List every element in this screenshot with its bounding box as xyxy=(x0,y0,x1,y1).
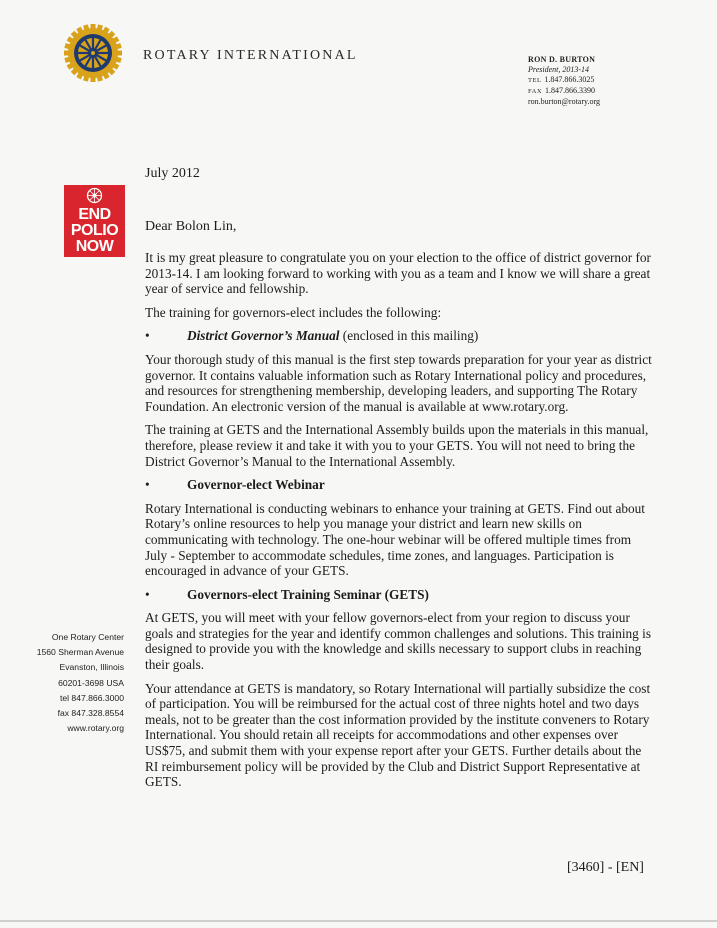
letter-greeting: Dear Bolon Lin, xyxy=(145,219,237,234)
tel-label: TEL xyxy=(528,77,542,84)
rotary-wheel-mini-icon xyxy=(86,187,103,204)
badge-line-now: NOW xyxy=(75,238,114,255)
sender-block xyxy=(528,55,600,107)
sender-email: ron.burton@rotary.org xyxy=(528,97,601,106)
tel-number: 1.847.866.3025 xyxy=(544,75,595,84)
rotary-wheel-logo xyxy=(62,22,124,84)
address-line: 60201-3698 USA xyxy=(58,677,124,688)
webinar-paragraph: Rotary International is conducting webinars to enhance your training at GETS. Find out about Rotary’s online resources to help you manage your district and learn new skills on communicating with technology. The one-hour webinar will be offered multiple times from July - September to accommodate schedules, time zones, and languages. Participation is encouraged in advance of your GETS. xyxy=(145,500,645,579)
badge-line-end: END xyxy=(78,206,111,223)
manual-paragraph-1: Your thorough study of this manual is the first step towards preparation for your year as district governor. It contains valuable information such as Rotary International policy and procedures, and resources for strengthening membership, developing leaders, and supporting The Rotary Foundation. An electronic version of the manual is available at www.rotary.org. xyxy=(145,351,652,414)
sender-fax xyxy=(528,86,600,97)
letter-body xyxy=(145,250,655,798)
address-website: www.rotary.org xyxy=(67,723,124,734)
manual-title: District Governor’s Manual xyxy=(187,328,340,344)
end-polio-now-badge xyxy=(64,185,125,257)
address-phone: tel 847.866.3000 xyxy=(59,692,124,703)
sender-tel xyxy=(528,75,600,86)
org-name: ROTARY INTERNATIONAL xyxy=(143,48,358,63)
address-fax: fax 847.328.8554 xyxy=(57,708,124,719)
section-heading-manual xyxy=(145,328,655,344)
sender-title: President, 2013-14 xyxy=(528,65,590,74)
section-heading-gets xyxy=(145,587,655,603)
address-line: 1560 Sherman Avenue xyxy=(36,647,124,658)
section-heading-webinar xyxy=(145,477,655,493)
fax-label: FAX xyxy=(528,88,543,95)
gets-title: Governors-elect Training Seminar (GETS) xyxy=(187,586,429,602)
manual-paragraph-2: The training at GETS and the International Assembly builds upon the materials in this manual, therefore, please review it and take it with you to your GETS. You will not need to bring the District Governor’s Manual to the International Assembly. xyxy=(145,422,649,469)
badge-line-polio: POLIO xyxy=(70,222,119,239)
scan-edge-line xyxy=(0,920,717,922)
webinar-title: Governor-elect Webinar xyxy=(187,477,325,493)
fax-number: 1.847.866.3390 xyxy=(545,86,596,95)
gets-paragraph-2: Your attendance at GETS is mandatory, so Rotary International will partially subsidize the cost of participation. You will be reimbursed for the actual cost of three nights hotel and two days meals, not to be greater than the cost information provided by the institute conveners to Rotary International. You should retain all receipts for accommodations and other expenses over US$75, and submit them with your expense report after your GETS. Further details about the RI reimbursement policy will be provided by the Club and District Support Representative at GETS. xyxy=(145,680,651,790)
letter-date: July 2012 xyxy=(145,166,200,181)
document-code: [3460] - [EN] xyxy=(567,860,644,875)
bullet-2: • xyxy=(145,477,150,493)
bullet-3: • xyxy=(145,586,150,602)
office-address xyxy=(20,630,124,736)
address-line: One Rotary Center xyxy=(51,632,124,642)
manual-title-suffix: (enclosed in this mailing) xyxy=(339,328,479,344)
address-line: Evanston, Illinois xyxy=(59,662,124,673)
training-intro: The training for governors-elect includes the following: xyxy=(145,304,442,320)
sender-name: RON D. BURTON xyxy=(528,55,596,64)
gets-paragraph-1: At GETS, you will meet with your fellow governors-elect from your region to discuss your goals and strategies for the year and identify common challenges and solutions. This training is designed to provide you with the knowledge and skills necessary to support clubs in reaching their goals. xyxy=(145,610,652,673)
intro-paragraph: It is my great pleasure to congratulate you on your election to the office of district governor for 2013-14. I am looking forward to working with you as a team and I know we will share a great year of service and fellowship. xyxy=(145,250,651,297)
bullet-1: • xyxy=(145,328,150,344)
